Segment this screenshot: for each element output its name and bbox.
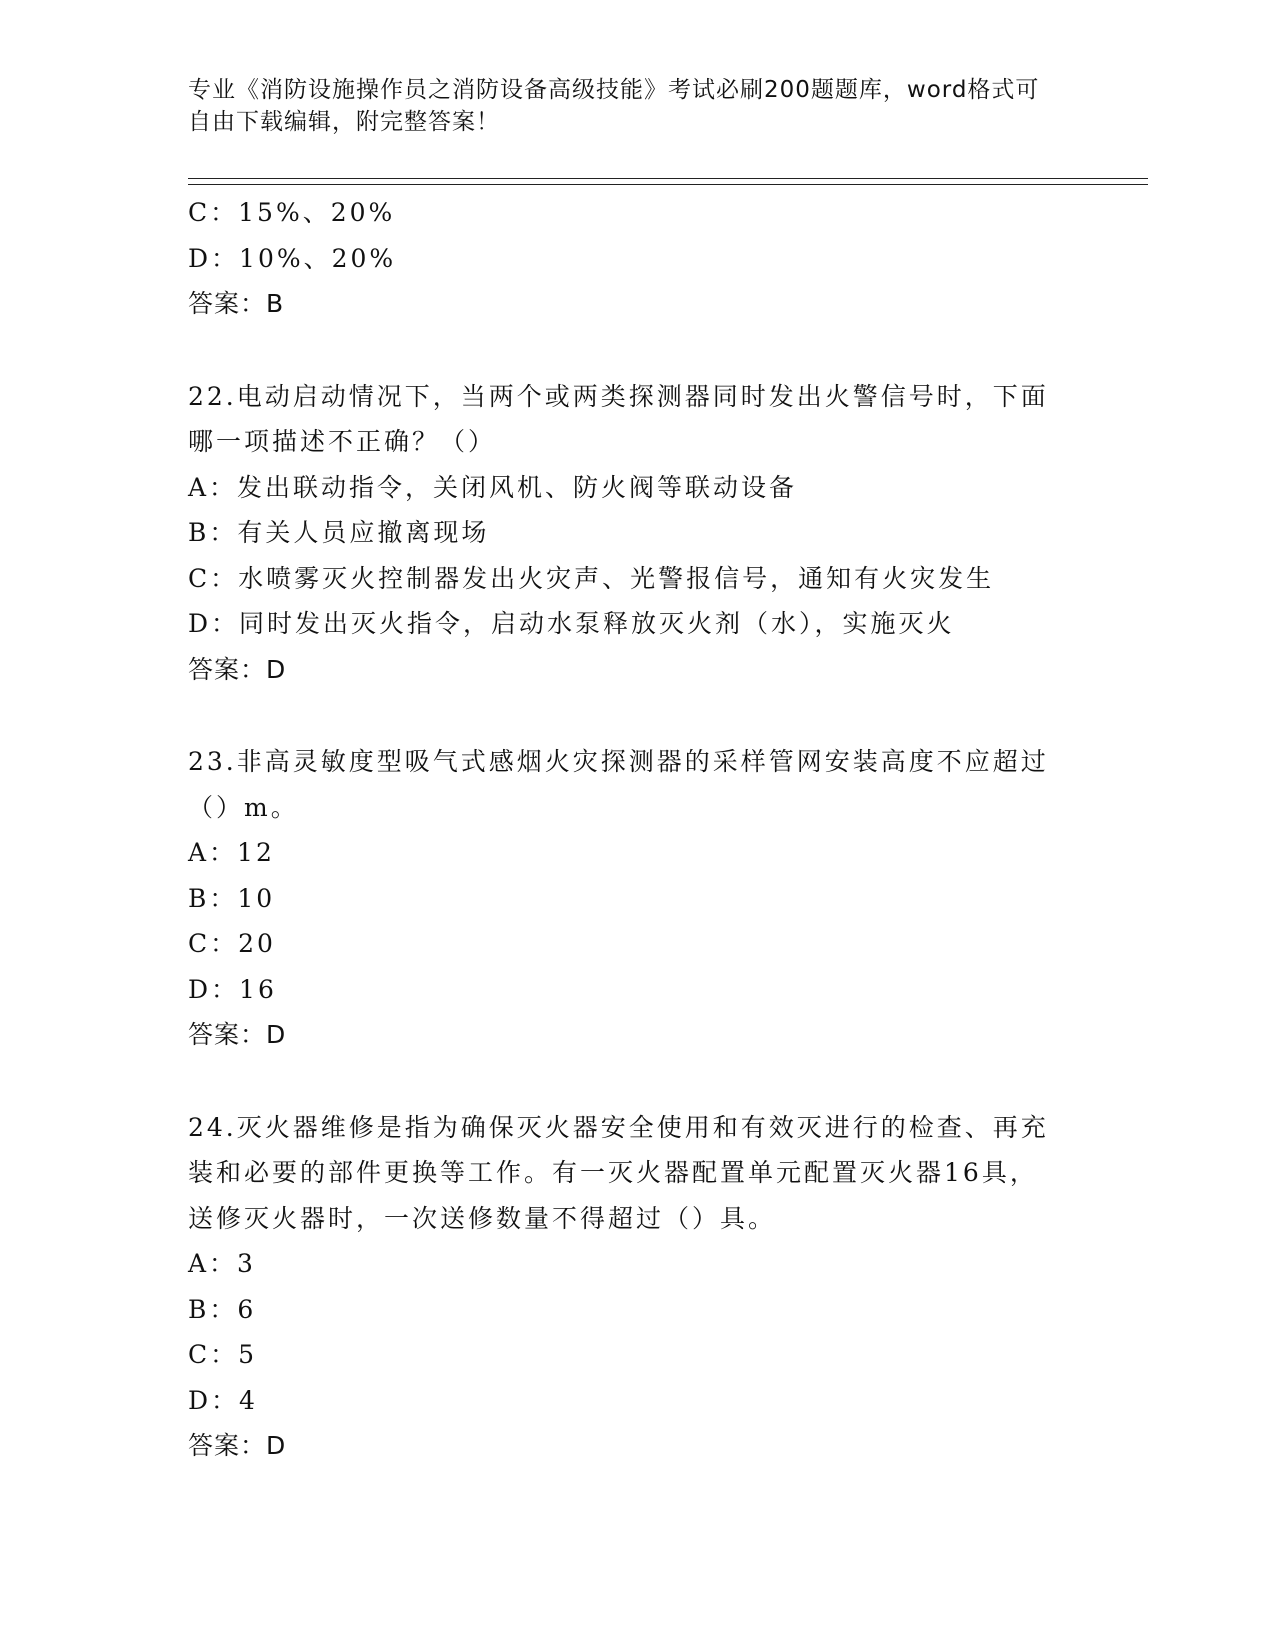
header-line-1: 专业《消防设施操作员之消防设备高级技能》考试必刷200题题库，word格式可 — [188, 77, 1040, 103]
question-stem: 24.灭火器维修是指为确保灭火器安全使用和有效灭进行的检查、再充 — [188, 1112, 1049, 1142]
option-d: D：16 — [188, 974, 277, 1004]
option-a: A：12 — [188, 838, 275, 867]
answer: 答案：D — [188, 1431, 287, 1460]
page-header — [188, 74, 1068, 138]
answer: 答案：D — [188, 654, 287, 684]
option-d: D：4 — [188, 1385, 258, 1415]
option-b: B：有关人员应撤离现场 — [188, 518, 490, 547]
question-stem: 送修灭火器时，一次送修数量不得超过（）具。 — [188, 1203, 777, 1233]
header-line-2: 自由下载编辑，附完整答案！ — [188, 109, 500, 135]
option-c: C：20 — [188, 929, 276, 958]
question-content — [188, 190, 1068, 1469]
question-22 — [188, 374, 1068, 693]
question-23 — [188, 739, 1068, 1058]
question-stem: 22.电动启动情况下，当两个或两类探测器同时发出火警信号时，下面 — [188, 381, 1049, 411]
question-stem: 装和必要的部件更换等工作。有一灭火器配置单元配置灭火器16具， — [188, 1158, 1038, 1187]
option-c: C：水喷雾灭火控制器发出火灾声、光警报信号，通知有火灾发生 — [188, 563, 995, 593]
option-d: D：同时发出灭火指令，启动水泵释放灭火剂（水），实施灭火 — [188, 609, 955, 638]
option-c: C：15%、20% — [188, 198, 396, 227]
answer: 答案：D — [188, 1020, 287, 1049]
option-a: A：3 — [188, 1249, 256, 1278]
question-fragment — [188, 190, 1068, 327]
option-a: A：发出联动指令，关闭风机、防火阀等联动设备 — [188, 472, 798, 502]
option-c: C：5 — [188, 1340, 258, 1369]
option-b: B：6 — [188, 1294, 257, 1324]
answer: 答案：B — [188, 289, 285, 318]
question-24 — [188, 1105, 1068, 1469]
question-stem: 23.非高灵敏度型吸气式感烟火灾探测器的采样管网安装高度不应超过 — [188, 747, 1049, 776]
option-d: D：10%、20% — [188, 243, 397, 273]
question-stem: （）m。 — [188, 792, 299, 822]
option-b: B：10 — [188, 883, 276, 913]
question-stem: 哪一项描述不正确？（） — [188, 427, 497, 456]
header-divider — [188, 178, 1148, 185]
